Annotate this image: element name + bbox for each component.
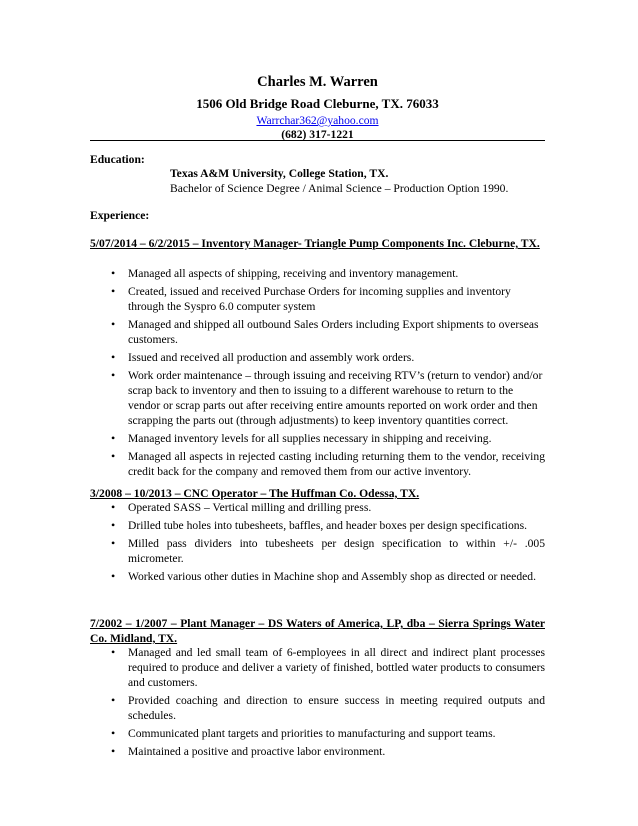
education-degree: Bachelor of Science Degree / Animal Science – Production Option 1990. <box>170 182 509 195</box>
candidate-name: Charles M. Warren <box>257 74 378 90</box>
list-item: • Managed and led small team of 6-employees in all direct and indirect plant processes required to produce and deliver a variety of finished, bottled water products to consumers and customers. <box>90 645 545 690</box>
experience-heading: Experience: <box>90 209 150 222</box>
job-title: 7/2002 – 1/2007 – Plant Manager – DS Waters of America, LP, dba – Sierra Springs Water Co. Midland, TX. <box>90 617 545 645</box>
list-item: • Managed inventory levels for all supplies necessary in shipping and receiving. <box>90 431 545 446</box>
list-item: • Managed all aspects of shipping, receiving and inventory management. <box>90 266 545 281</box>
job-bullets <box>90 266 545 482</box>
list-item: • Work order maintenance – through issuing and receiving RTV’s (return to vendor) and/or scrap back to inventory and then to issuing to a different warehouse to return to the vendor or scrap parts out after receiving entire amounts reported on work order and then scrapping the parts out (through adjustments) to keep inventory quantities correct. <box>90 368 545 428</box>
list-item: • Issued and received all production and assembly work orders. <box>90 350 545 365</box>
list-item: • Worked various other duties in Machine shop and Assembly shop as directed or needed. <box>90 569 545 584</box>
list-item: • Drilled tube holes into tubesheets, baffles, and header boxes per design specifications. <box>90 518 545 533</box>
list-item: • Operated SASS – Vertical milling and drilling press. <box>90 500 545 515</box>
list-item: • Communicated plant targets and priorities to manufacturing and support teams. <box>90 726 545 741</box>
education-school: Texas A&M University, College Station, TX. <box>170 167 389 180</box>
list-item: • Maintained a positive and proactive labor environment. <box>90 744 545 759</box>
list-item: • Managed all aspects in rejected casting including returning them to the vendor, receiving credit back for the company and removed them from our active inventory. <box>90 449 545 479</box>
list-item: • Created, issued and received Purchase Orders for incoming supplies and inventory through the Syspro 6.0 computer system <box>90 284 545 314</box>
job-title: 3/2008 – 10/2013 – CNC Operator – The Huffman Co. Odessa, TX. <box>90 487 420 500</box>
list-item: • Managed and shipped all outbound Sales Orders including Export shipments to overseas customers. <box>90 317 545 347</box>
address: 1506 Old Bridge Road Cleburne, TX. 76033 <box>196 96 439 111</box>
job-bullets <box>90 500 545 587</box>
list-item: • Milled pass dividers into tubesheets per design specification to within +/- .005 micrometer. <box>90 536 545 566</box>
education-heading: Education: <box>90 153 145 166</box>
list-item: • Provided coaching and direction to ensure success in meeting required outputs and schedules. <box>90 693 545 723</box>
email-link[interactable]: Warrchar362@yahoo.com <box>256 114 379 127</box>
email-line <box>90 113 545 128</box>
job-title: 5/07/2014 – 6/2/2015 – Inventory Manager- Triangle Pump Components Inc. Cleburne, TX. <box>90 237 540 250</box>
phone: (682) 317-1221 <box>281 128 354 141</box>
header-divider <box>90 140 545 141</box>
job-bullets <box>90 645 545 762</box>
